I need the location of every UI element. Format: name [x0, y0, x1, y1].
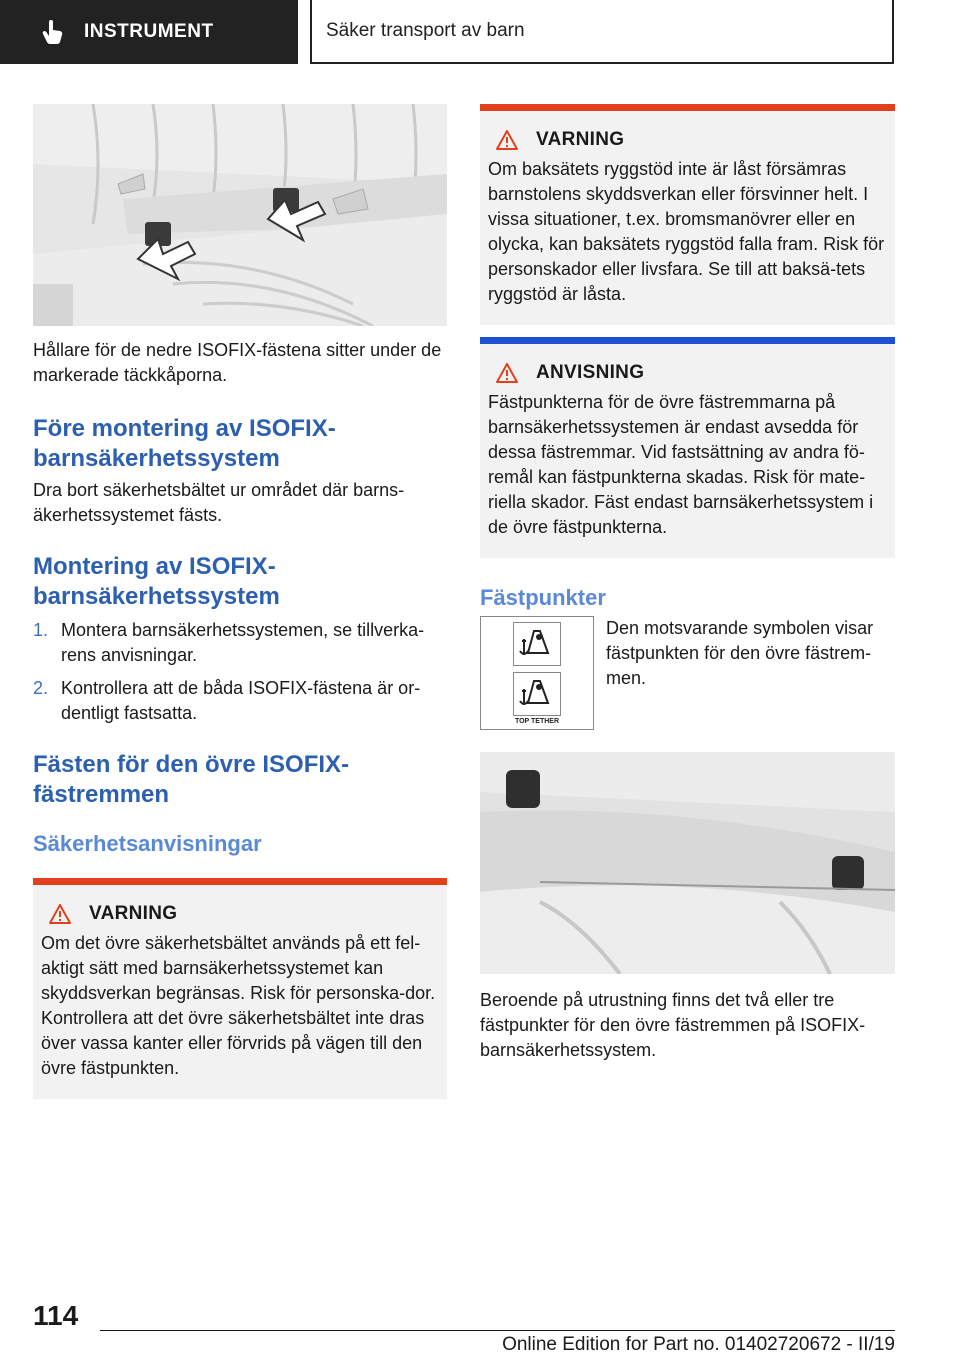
- warning-triangle-icon: [496, 130, 518, 150]
- notice-bar: [480, 337, 895, 344]
- warning-callout: [480, 104, 895, 325]
- mounting-steps: [33, 618, 447, 726]
- warning-triangle-icon: [49, 904, 71, 924]
- edition-text: Online Edition for Part no. 01402720672 - II/19: [502, 1334, 895, 1355]
- right-column: [480, 104, 895, 1063]
- notice-triangle-icon: [496, 363, 518, 383]
- warning-callout: [33, 878, 447, 1099]
- tether-anchor-photo: [480, 752, 895, 974]
- pointing-hand-icon: [40, 19, 66, 45]
- warning-label: VARNING: [536, 129, 625, 150]
- step-number: 1.: [33, 620, 49, 640]
- child-seat-anchor-icon: [513, 672, 561, 716]
- page-title: Säker transport av barn: [326, 20, 525, 41]
- heading-safety: Säkerhetsanvisningar: [33, 831, 262, 856]
- warning-text: Om det övre säkerhetsbältet används på ett fel-aktigt sätt med barnsäkerhetssystemet kan skyddsverkan begränsas. Risk för personska-dor. Kontrollera att det övre säkerhetsbältet inte dras över vassa kanter eller förvrids på vägen till den övre fästpunkten.: [41, 933, 436, 1078]
- step-text: Kontrollera att de båda ISOFIX-fästena är or-dentligt fastsatta.: [61, 678, 421, 723]
- heading-anchor-points: Fästpunkter: [480, 585, 606, 610]
- top-tether-symbol: [480, 616, 594, 730]
- page-number: 114: [33, 1300, 79, 1331]
- section-tab-label: INSTRUMENT: [84, 21, 214, 42]
- heading-upper-tether: Fästen för den övre ISOFIX-fästremmen: [33, 751, 350, 808]
- section-tab: [0, 0, 298, 64]
- warning-label: VARNING: [89, 903, 178, 924]
- notice-text: Fästpunkterna för de övre fästremmarna på barnsäkerhetssystemen är endast avsedda för dessa fästremmar. Vid fastsättning av andra fö-remål kan fästpunkterna skadas. Risk för mate-riella skador. Fäst endast barnsäkerhetssystem i de övre fästpunkterna.: [488, 392, 874, 537]
- warning-text: Om baksätets ryggstöd inte är låst försämras barnstolens skyddsverkan eller försvinner helt. I vissa situationer, t.ex. bromsmanövrer eller en olycka, kan baksätets ryggstöd falla fram. Risk för personskador eller livsfara. Se till att baksä-tets ryggstöd är låsta.: [488, 159, 885, 304]
- footer-divider: [100, 1330, 895, 1331]
- photo-caption-2: Beroende på utrustning finns det två eller tre fästpunkter för den övre fästremmen på ISOFIX-barnsäkerhetssystem.: [480, 990, 866, 1060]
- step-text: Montera barnsäkerhetssystemen, se tillverka-rens anvisningar.: [61, 620, 425, 665]
- isofix-seat-photo: [33, 104, 447, 326]
- warning-bar: [33, 878, 447, 885]
- symbol-description: Den motsvarande symbolen visar fästpunkten för den övre fästrem-men.: [606, 618, 874, 688]
- step-number: 2.: [33, 678, 49, 698]
- left-column: [33, 104, 447, 1099]
- list-item: [33, 676, 447, 726]
- top-tether-label: TOP TETHER: [514, 717, 560, 725]
- notice-callout: [480, 337, 895, 558]
- list-item: [33, 618, 447, 668]
- before-mounting-text: Dra bort säkerhetsbältet ur området där barns-äkerhetssystemet fästs.: [33, 480, 405, 525]
- photo-caption: Hållare för de nedre ISOFIX-fästena sitter under de markerade täckkåporna.: [33, 340, 442, 385]
- warning-bar: [480, 104, 895, 111]
- symbol-row: [480, 616, 895, 730]
- notice-label: ANVISNING: [536, 362, 645, 383]
- heading-mounting: Montering av ISOFIX-barnsäkerhetssystem: [33, 553, 280, 610]
- page-header-title-box: [310, 0, 894, 64]
- child-seat-anchor-icon: [513, 622, 561, 666]
- heading-before-mounting: Före montering av ISOFIX-barnsäkerhetssystem: [33, 415, 336, 472]
